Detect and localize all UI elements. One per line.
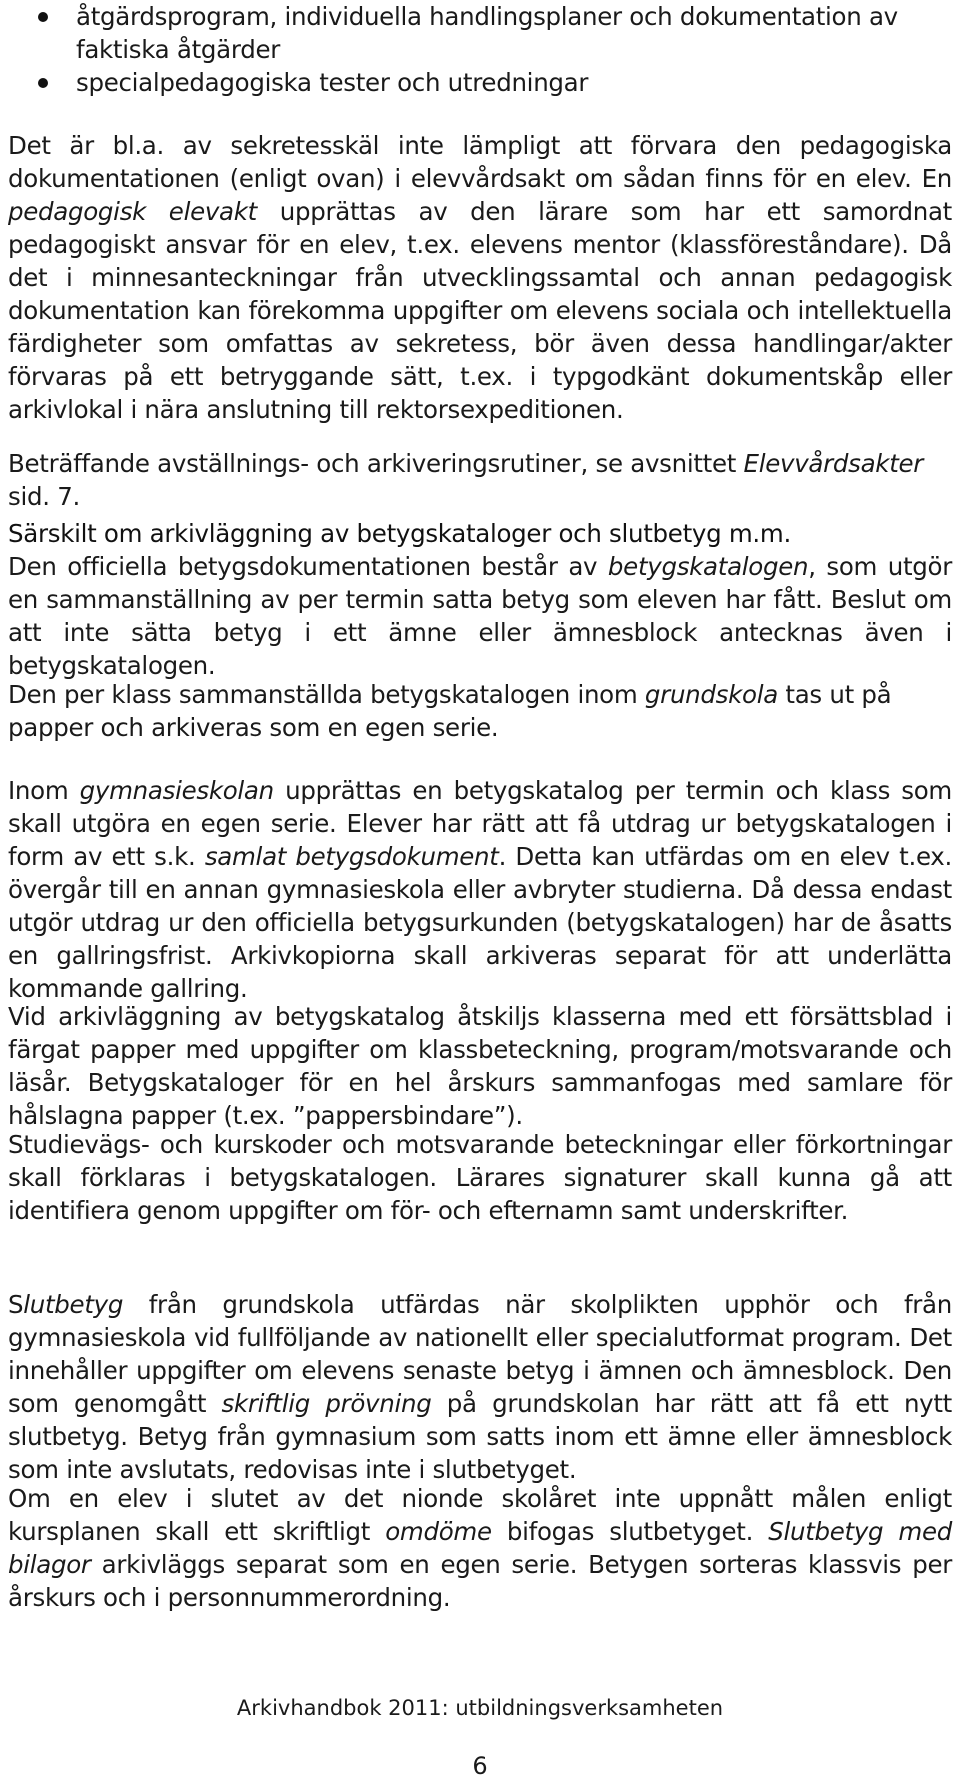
paragraph-avstallning: Beträffande avställnings- och arkiveringsrutiner, se avsnittet Elevvårdsakter sid. 7. (8, 449, 924, 511)
bullet-icon (38, 78, 48, 88)
list-item: specialpedagogiska tester och utredningar (8, 66, 952, 99)
paragraph-betygskatalogen: Den officiella betygsdokumentationen består av betygskatalogen, som utgör en sammanställning av per termin satta betyg som eleven har fått. Beslut om att inte sätta betyg i ett ämne eller ämnesblock antecknas även i betygskatalogen. (8, 552, 953, 680)
paragraph-grundskola: Den per klass sammanställda betygskatalogen inom grundskola tas ut på papper och arkiveras som en egen serie. (8, 680, 892, 742)
page-footer: Arkivhandbok 2011: utbildningsverksamheten (236, 1696, 724, 1720)
paragraph-arkivlaggning: Vid arkivläggning av betygskatalog åtskiljs klasserna med ett försättsblad i färgat papper med uppgifter om klassbeteckning, program/motsvarande och läsår. Betygskataloger för en hel årskurs sammanfogas med samlare för hålslagna papper (t.ex. ”pappersbindare”). (8, 1002, 952, 1130)
paragraph-gymnasieskolan: Inom gymnasieskolan upprättas en betygskatalog per termin och klass som skall utgöra en egen serie. Elever har rätt att få utdrag ur betygskatalogen i form av ett s.k. samlat betygsdokument. Detta kan utfärdas om en elev t.ex. övergår till en annan gymnasieskola eller avbryter studierna. Då dessa endast utgör utdrag ur den officiella betygsurkunden (betygskatalogen) har de åsatts en gallringsfrist. Arkivkopiorna skall arkiveras separat för att underlätta kommande gallring. (8, 776, 952, 1003)
paragraph-kurskoder: Studievägs- och kurskoder och motsvarande beteckningar eller förkortningar skall förklaras i betygskatalogen. Lärares signaturer skall kunna gå att identifiera genom uppgifter om för- och efternamn samt underskrifter. (8, 1130, 952, 1225)
bullet-list (8, 0, 952, 99)
bullet-icon (38, 12, 48, 22)
paragraph-omdome: Om en elev i slutet av det nionde skolåret inte uppnått målen enligt kursplanen skall ett skriftligt omdöme bifogas slutbetyget. Slutbetyg med bilagor arkivläggs separat som en egen serie. Betygen sorteras klassvis per årskurs och i personnummerordning. (8, 1484, 952, 1612)
paragraph-slutbetyg: Slutbetyg från grundskola utfärdas när skolplikten upphör och från gymnasieskola vid fullföljande av nationellt eller specialutformat program. Det innehåller uppgifter om elevens senaste betyg i ämnen och ämnesblock. Den som genomgått skriftlig prövning på grundskolan har rätt att få ett nytt slutbetyg. Betyg från gymnasium som satts inom ett ämne eller ämnesblock som inte avslutats, redovisas inte i slutbetyget. (8, 1290, 952, 1484)
section-heading: Särskilt om arkivläggning av betygskataloger och slutbetyg m.m. (8, 519, 791, 548)
paragraph-pedagogisk-elevakt: Det är bl.a. av sekretesskäl inte lämpligt att förvara den pedagogiska dokumentationen (enligt ovan) i elevvårdsakt om sådan finns för en elev. En pedagogisk elevakt upprättas av den lärare som har ett samordnat pedagogiskt ansvar för en elev, t.ex. elevens mentor (klassföreståndare). Då det i minnesanteckningar från utvecklingssamtal och annan pedagogisk dokumentation kan förekomma uppgifter om elevens sociala och intellektuella färdigheter som omfattas av sekretess, bör även dessa handlingar/akter förvaras på ett betryggande sätt, t.ex. i typgodkänt dokumentskåp eller arkivlokal i nära anslutning till rektorsexpeditionen. (8, 131, 952, 424)
list-item: åtgärdsprogram, individuella handlingsplaner och dokumentation av faktiska åtgärder (8, 0, 952, 66)
page-number: 6 (472, 1752, 488, 1780)
